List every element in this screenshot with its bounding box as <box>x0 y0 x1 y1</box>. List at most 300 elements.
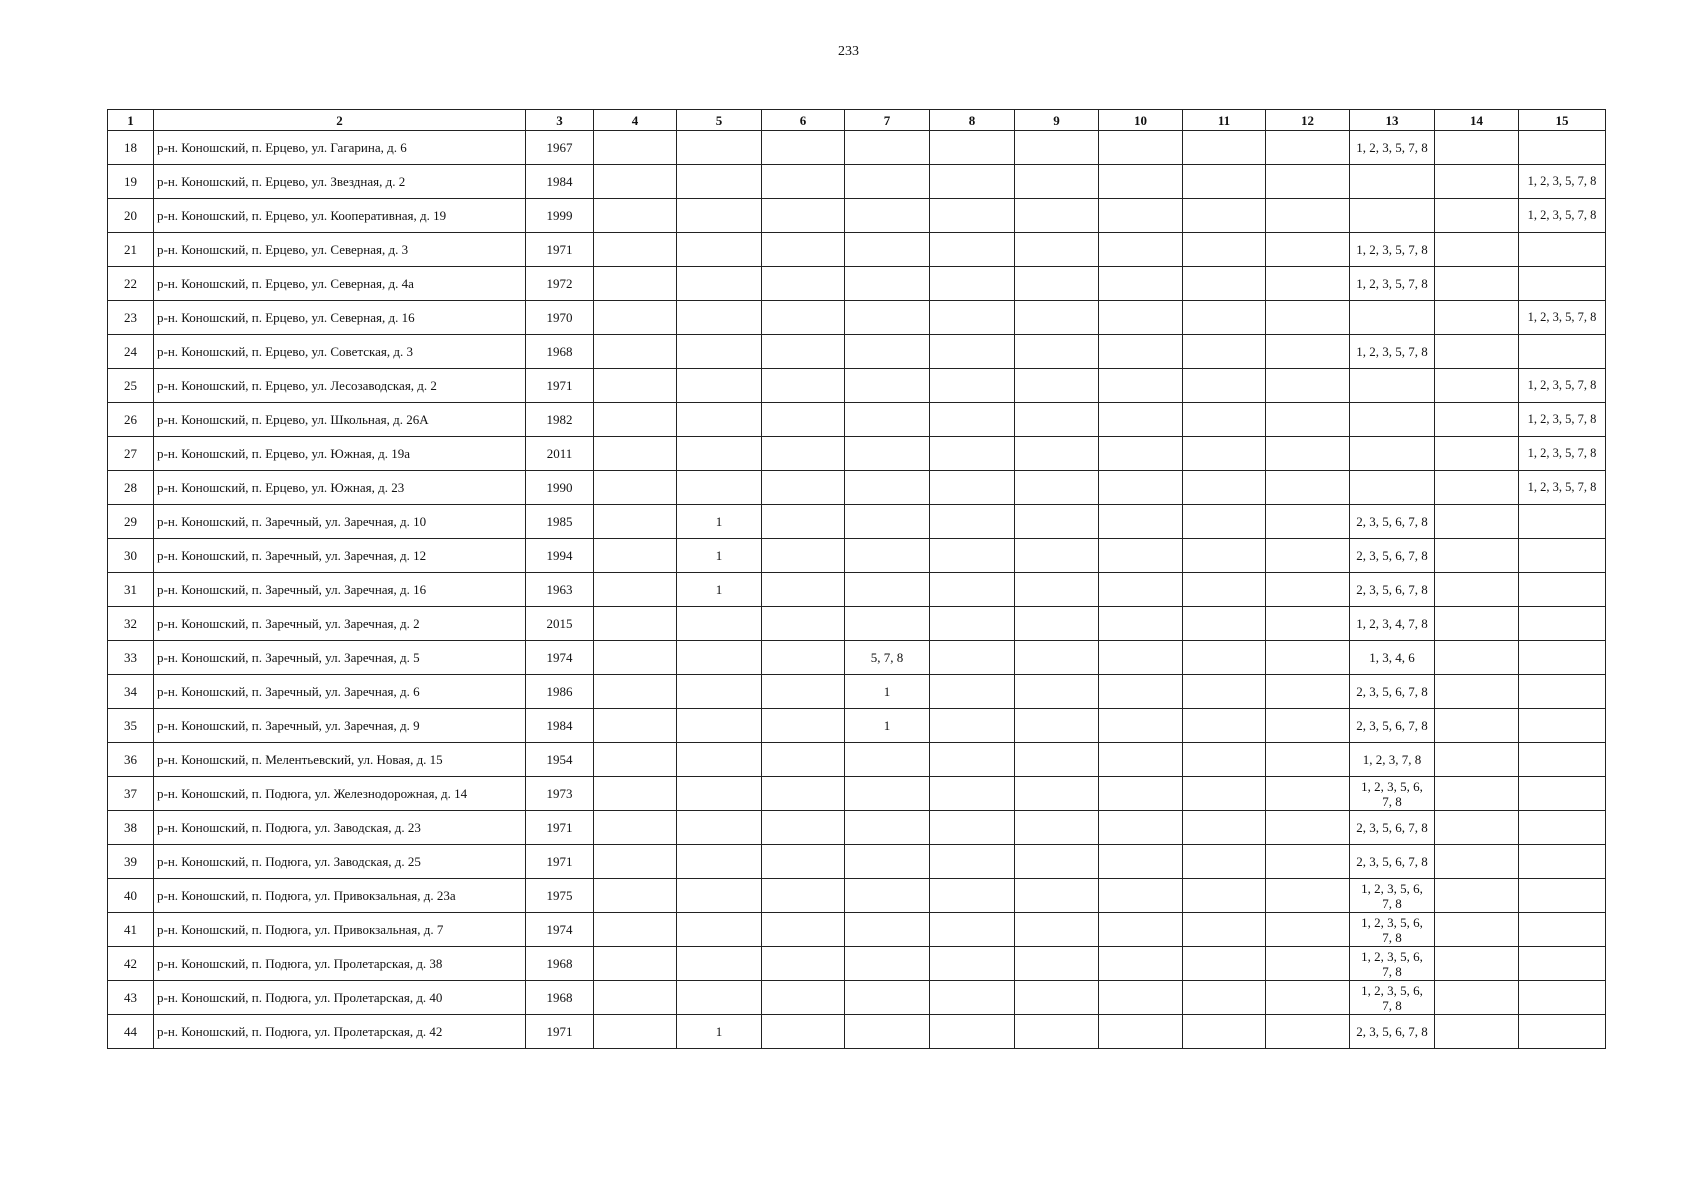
year-cell: 1972 <box>526 267 594 301</box>
col7-cell: 1 <box>845 675 930 709</box>
empty-cell <box>930 947 1015 981</box>
col15-cell <box>1519 573 1606 607</box>
empty-cell <box>1099 165 1183 199</box>
col15-cell <box>1519 777 1606 811</box>
empty-cell <box>1015 675 1099 709</box>
address-cell: р-н. Коношский, п. Заречный, ул. Заречная, д. 9 <box>154 709 526 743</box>
col5-cell <box>677 471 762 505</box>
address-cell: р-н. Коношский, п. Ерцево, ул. Южная, д. 19а <box>154 437 526 471</box>
empty-cell <box>1015 811 1099 845</box>
empty-cell <box>930 811 1015 845</box>
column-header: 12 <box>1266 110 1350 131</box>
col13-cell <box>1350 709 1435 743</box>
row-number-cell: 35 <box>108 709 154 743</box>
empty-cell <box>1099 675 1183 709</box>
year-cell: 1971 <box>526 233 594 267</box>
row-number-cell: 40 <box>108 879 154 913</box>
year-cell: 1984 <box>526 709 594 743</box>
empty-cell <box>930 369 1015 403</box>
empty-cell <box>930 437 1015 471</box>
col7-cell <box>845 233 930 267</box>
address-cell: р-н. Коношский, п. Ерцево, ул. Северная, д. 16 <box>154 301 526 335</box>
empty-cell <box>1435 335 1519 369</box>
empty-cell <box>594 233 677 267</box>
empty-cell <box>594 335 677 369</box>
empty-cell <box>1015 539 1099 573</box>
col13-value: 2, 3, 5, 6, 7, 8 <box>1356 820 1428 835</box>
col13-value: 2, 3, 5, 6, 7, 8 <box>1356 548 1428 563</box>
empty-cell <box>1266 879 1350 913</box>
empty-cell <box>1183 301 1266 335</box>
empty-cell <box>762 403 845 437</box>
table-row <box>108 335 1606 369</box>
col13-value: 1, 2, 3, 5, 6, 7, 8 <box>1361 880 1423 911</box>
col13-cell <box>1350 403 1435 437</box>
table-row <box>108 879 1606 913</box>
empty-cell <box>930 267 1015 301</box>
empty-cell <box>1015 335 1099 369</box>
col13-cell <box>1350 505 1435 539</box>
empty-cell <box>1435 709 1519 743</box>
col5-cell <box>677 165 762 199</box>
empty-cell <box>1099 641 1183 675</box>
table-row <box>108 131 1606 165</box>
col15-cell <box>1519 879 1606 913</box>
empty-cell <box>1266 165 1350 199</box>
empty-cell <box>762 879 845 913</box>
address-cell: р-н. Коношский, п. Ерцево, ул. Кооперативная, д. 19 <box>154 199 526 233</box>
empty-cell <box>930 845 1015 879</box>
col13-value: 1, 2, 3, 4, 7, 8 <box>1356 616 1428 631</box>
empty-cell <box>930 913 1015 947</box>
col7-cell <box>845 947 930 981</box>
empty-cell <box>1435 573 1519 607</box>
column-header: 5 <box>677 110 762 131</box>
col13-cell <box>1350 675 1435 709</box>
year-cell: 1984 <box>526 165 594 199</box>
empty-cell <box>1266 811 1350 845</box>
col13-value: 2, 3, 5, 6, 7, 8 <box>1356 718 1428 733</box>
row-number-cell: 21 <box>108 233 154 267</box>
col15-cell <box>1519 947 1606 981</box>
empty-cell <box>1266 233 1350 267</box>
year-cell: 1982 <box>526 403 594 437</box>
empty-cell <box>1183 165 1266 199</box>
empty-cell <box>1266 335 1350 369</box>
empty-cell <box>762 641 845 675</box>
empty-cell <box>594 165 677 199</box>
col13-value: 2, 3, 5, 6, 7, 8 <box>1356 1024 1428 1039</box>
address-cell: р-н. Коношский, п. Подюга, ул. Привокзальная, д. 23а <box>154 879 526 913</box>
empty-cell <box>762 573 845 607</box>
empty-cell <box>1099 777 1183 811</box>
empty-cell <box>762 743 845 777</box>
empty-cell <box>1435 845 1519 879</box>
empty-cell <box>1099 947 1183 981</box>
empty-cell <box>594 131 677 165</box>
address-cell: р-н. Коношский, п. Заречный, ул. Заречная, д. 2 <box>154 607 526 641</box>
empty-cell <box>1099 335 1183 369</box>
address-cell: р-н. Коношский, п. Подюга, ул. Привокзальная, д. 7 <box>154 913 526 947</box>
empty-cell <box>930 471 1015 505</box>
address-cell: р-н. Коношский, п. Подюга, ул. Пролетарская, д. 42 <box>154 1015 526 1049</box>
empty-cell <box>1435 369 1519 403</box>
empty-cell <box>594 573 677 607</box>
empty-cell <box>762 505 845 539</box>
header-row <box>108 110 1606 131</box>
col5-cell <box>677 981 762 1015</box>
col5-cell <box>677 131 762 165</box>
col13-cell <box>1350 437 1435 471</box>
empty-cell <box>594 777 677 811</box>
col15-cell: 1, 2, 3, 5, 7, 8 <box>1519 403 1606 437</box>
col13-value: 1, 2, 3, 5, 7, 8 <box>1356 140 1428 155</box>
empty-cell <box>1435 913 1519 947</box>
empty-cell <box>1266 369 1350 403</box>
address-cell: р-н. Коношский, п. Заречный, ул. Заречная, д. 16 <box>154 573 526 607</box>
empty-cell <box>1435 743 1519 777</box>
col13-cell <box>1350 981 1435 1015</box>
empty-cell <box>1183 369 1266 403</box>
col7-cell <box>845 369 930 403</box>
empty-cell <box>1099 267 1183 301</box>
address-cell: р-н. Коношский, п. Ерцево, ул. Лесозаводская, д. 2 <box>154 369 526 403</box>
address-cell: р-н. Коношский, п. Ерцево, ул. Южная, д. 23 <box>154 471 526 505</box>
empty-cell <box>1435 505 1519 539</box>
empty-cell <box>1099 403 1183 437</box>
col13-cell <box>1350 165 1435 199</box>
empty-cell <box>1099 981 1183 1015</box>
row-number-cell: 28 <box>108 471 154 505</box>
empty-cell <box>594 369 677 403</box>
empty-cell <box>1183 641 1266 675</box>
col5-cell: 1 <box>677 505 762 539</box>
row-number-cell: 43 <box>108 981 154 1015</box>
col13-value: 1, 2, 3, 5, 7, 8 <box>1356 276 1428 291</box>
col5-cell <box>677 879 762 913</box>
empty-cell <box>1099 845 1183 879</box>
col7-cell <box>845 301 930 335</box>
row-number-cell: 25 <box>108 369 154 403</box>
col5-cell <box>677 777 762 811</box>
empty-cell <box>1266 607 1350 641</box>
empty-cell <box>762 335 845 369</box>
col5-cell <box>677 913 762 947</box>
row-number-cell: 41 <box>108 913 154 947</box>
col13-value: 2, 3, 5, 6, 7, 8 <box>1356 684 1428 699</box>
empty-cell <box>1266 777 1350 811</box>
empty-cell <box>594 505 677 539</box>
empty-cell <box>1015 947 1099 981</box>
column-header: 11 <box>1183 110 1266 131</box>
empty-cell <box>1183 743 1266 777</box>
col5-cell <box>677 403 762 437</box>
col7-cell <box>845 165 930 199</box>
empty-cell <box>762 913 845 947</box>
empty-cell <box>1435 1015 1519 1049</box>
col15-cell <box>1519 335 1606 369</box>
empty-cell <box>1435 777 1519 811</box>
col13-cell <box>1350 199 1435 233</box>
address-cell: р-н. Коношский, п. Подюга, ул. Заводская, д. 23 <box>154 811 526 845</box>
column-header: 13 <box>1350 110 1435 131</box>
table-row <box>108 165 1606 199</box>
table-row <box>108 267 1606 301</box>
empty-cell <box>1266 267 1350 301</box>
col13-cell <box>1350 845 1435 879</box>
row-number-cell: 26 <box>108 403 154 437</box>
empty-cell <box>1183 233 1266 267</box>
col15-cell <box>1519 267 1606 301</box>
empty-cell <box>594 437 677 471</box>
year-cell: 1990 <box>526 471 594 505</box>
empty-cell <box>1435 267 1519 301</box>
col7-cell <box>845 1015 930 1049</box>
row-number-cell: 30 <box>108 539 154 573</box>
column-header: 6 <box>762 110 845 131</box>
empty-cell <box>594 607 677 641</box>
col13-cell <box>1350 335 1435 369</box>
empty-cell <box>1266 709 1350 743</box>
empty-cell <box>1099 709 1183 743</box>
table-row <box>108 1015 1606 1049</box>
col15-cell <box>1519 505 1606 539</box>
column-header: 4 <box>594 110 677 131</box>
empty-cell <box>762 607 845 641</box>
empty-cell <box>594 913 677 947</box>
year-cell: 1974 <box>526 913 594 947</box>
empty-cell <box>930 709 1015 743</box>
empty-cell <box>1183 573 1266 607</box>
empty-cell <box>1266 437 1350 471</box>
empty-cell <box>930 743 1015 777</box>
address-cell: р-н. Коношский, п. Ерцево, ул. Школьная, д. 26А <box>154 403 526 437</box>
empty-cell <box>930 879 1015 913</box>
address-cell: р-н. Коношский, п. Заречный, ул. Заречная, д. 10 <box>154 505 526 539</box>
col13-value: 2, 3, 5, 6, 7, 8 <box>1356 514 1428 529</box>
row-number-cell: 32 <box>108 607 154 641</box>
empty-cell <box>1435 301 1519 335</box>
col5-cell <box>677 335 762 369</box>
table-row <box>108 777 1606 811</box>
row-number-cell: 23 <box>108 301 154 335</box>
address-cell: р-н. Коношский, п. Подюга, ул. Пролетарская, д. 38 <box>154 947 526 981</box>
address-cell: р-н. Коношский, п. Подюга, ул. Железнодорожная, д. 14 <box>154 777 526 811</box>
row-number-cell: 42 <box>108 947 154 981</box>
address-cell: р-н. Коношский, п. Мелентьевский, ул. Новая, д. 15 <box>154 743 526 777</box>
col7-cell <box>845 267 930 301</box>
col13-cell <box>1350 539 1435 573</box>
empty-cell <box>594 471 677 505</box>
housing-register-table <box>107 109 1606 1049</box>
address-cell: р-н. Коношский, п. Ерцево, ул. Звездная, д. 2 <box>154 165 526 199</box>
table-row <box>108 607 1606 641</box>
col5-cell <box>677 845 762 879</box>
empty-cell <box>1435 675 1519 709</box>
row-number-cell: 19 <box>108 165 154 199</box>
empty-cell <box>1099 505 1183 539</box>
empty-cell <box>1435 981 1519 1015</box>
col15-cell <box>1519 131 1606 165</box>
empty-cell <box>1435 233 1519 267</box>
col5-cell <box>677 607 762 641</box>
col7-cell <box>845 607 930 641</box>
empty-cell <box>1435 131 1519 165</box>
table-row <box>108 981 1606 1015</box>
col5-cell <box>677 641 762 675</box>
col7-cell <box>845 777 930 811</box>
empty-cell <box>1015 403 1099 437</box>
row-number-cell: 36 <box>108 743 154 777</box>
empty-cell <box>762 267 845 301</box>
table-row <box>108 709 1606 743</box>
empty-cell <box>1183 845 1266 879</box>
empty-cell <box>1099 131 1183 165</box>
empty-cell <box>1266 675 1350 709</box>
table-row <box>108 471 1606 505</box>
col15-cell: 1, 2, 3, 5, 7, 8 <box>1519 471 1606 505</box>
empty-cell <box>1015 709 1099 743</box>
col13-cell <box>1350 777 1435 811</box>
empty-cell <box>1183 505 1266 539</box>
empty-cell <box>762 947 845 981</box>
empty-cell <box>1183 675 1266 709</box>
col15-cell <box>1519 913 1606 947</box>
col5-cell <box>677 301 762 335</box>
empty-cell <box>1435 165 1519 199</box>
empty-cell <box>594 879 677 913</box>
col13-cell <box>1350 369 1435 403</box>
empty-cell <box>1099 233 1183 267</box>
empty-cell <box>1015 471 1099 505</box>
col7-cell <box>845 131 930 165</box>
col5-cell <box>677 437 762 471</box>
col5-cell <box>677 709 762 743</box>
col7-cell <box>845 335 930 369</box>
table-row <box>108 437 1606 471</box>
col13-cell <box>1350 1015 1435 1049</box>
empty-cell <box>1099 539 1183 573</box>
empty-cell <box>1183 607 1266 641</box>
col15-cell <box>1519 1015 1606 1049</box>
table-row <box>108 505 1606 539</box>
col7-cell <box>845 471 930 505</box>
empty-cell <box>1435 641 1519 675</box>
year-cell: 1963 <box>526 573 594 607</box>
page-number: 233 <box>838 44 859 59</box>
empty-cell <box>594 267 677 301</box>
col13-value: 1, 2, 3, 7, 8 <box>1362 752 1422 767</box>
year-cell: 2011 <box>526 437 594 471</box>
empty-cell <box>762 981 845 1015</box>
col15-cell: 1, 2, 3, 5, 7, 8 <box>1519 199 1606 233</box>
address-cell: р-н. Коношский, п. Подюга, ул. Пролетарская, д. 40 <box>154 981 526 1015</box>
empty-cell <box>930 335 1015 369</box>
row-number-cell: 33 <box>108 641 154 675</box>
empty-cell <box>762 845 845 879</box>
address-cell: р-н. Коношский, п. Ерцево, ул. Северная, д. 4а <box>154 267 526 301</box>
empty-cell <box>1266 471 1350 505</box>
year-cell: 2015 <box>526 607 594 641</box>
empty-cell <box>1099 607 1183 641</box>
empty-cell <box>930 641 1015 675</box>
empty-cell <box>930 199 1015 233</box>
row-number-cell: 38 <box>108 811 154 845</box>
empty-cell <box>594 981 677 1015</box>
empty-cell <box>1099 471 1183 505</box>
empty-cell <box>1266 403 1350 437</box>
empty-cell <box>1015 879 1099 913</box>
col7-cell <box>845 573 930 607</box>
col5-cell <box>677 675 762 709</box>
year-cell: 1971 <box>526 1015 594 1049</box>
empty-cell <box>1183 403 1266 437</box>
empty-cell <box>762 233 845 267</box>
col7-cell <box>845 743 930 777</box>
col13-cell <box>1350 471 1435 505</box>
empty-cell <box>1015 131 1099 165</box>
empty-cell <box>1435 539 1519 573</box>
year-cell: 1994 <box>526 539 594 573</box>
empty-cell <box>1099 369 1183 403</box>
empty-cell <box>1266 913 1350 947</box>
col7-cell <box>845 913 930 947</box>
address-cell: р-н. Коношский, п. Заречный, ул. Заречная, д. 5 <box>154 641 526 675</box>
col5-cell <box>677 267 762 301</box>
col13-cell <box>1350 131 1435 165</box>
col7-cell: 5, 7, 8 <box>845 641 930 675</box>
year-cell: 1985 <box>526 505 594 539</box>
empty-cell <box>762 539 845 573</box>
empty-cell <box>762 199 845 233</box>
empty-cell <box>930 1015 1015 1049</box>
table-row <box>108 403 1606 437</box>
year-cell: 1975 <box>526 879 594 913</box>
empty-cell <box>1015 573 1099 607</box>
empty-cell <box>762 471 845 505</box>
col15-cell <box>1519 641 1606 675</box>
column-header: 3 <box>526 110 594 131</box>
empty-cell <box>1099 913 1183 947</box>
empty-cell <box>1183 199 1266 233</box>
year-cell: 1954 <box>526 743 594 777</box>
col5-cell <box>677 811 762 845</box>
col7-cell <box>845 437 930 471</box>
empty-cell <box>1183 879 1266 913</box>
column-header: 15 <box>1519 110 1606 131</box>
empty-cell <box>1435 811 1519 845</box>
col13-cell <box>1350 641 1435 675</box>
col13-value: 1, 2, 3, 5, 6, 7, 8 <box>1361 948 1423 979</box>
empty-cell <box>1266 199 1350 233</box>
year-cell: 1967 <box>526 131 594 165</box>
empty-cell <box>1183 981 1266 1015</box>
row-number-cell: 39 <box>108 845 154 879</box>
table-row <box>108 301 1606 335</box>
year-cell: 1999 <box>526 199 594 233</box>
empty-cell <box>930 777 1015 811</box>
empty-cell <box>1266 505 1350 539</box>
row-number-cell: 44 <box>108 1015 154 1049</box>
col7-cell <box>845 811 930 845</box>
empty-cell <box>1183 947 1266 981</box>
empty-cell <box>594 947 677 981</box>
row-number-cell: 37 <box>108 777 154 811</box>
empty-cell <box>1183 267 1266 301</box>
empty-cell <box>1099 879 1183 913</box>
empty-cell <box>594 811 677 845</box>
col7-cell <box>845 981 930 1015</box>
